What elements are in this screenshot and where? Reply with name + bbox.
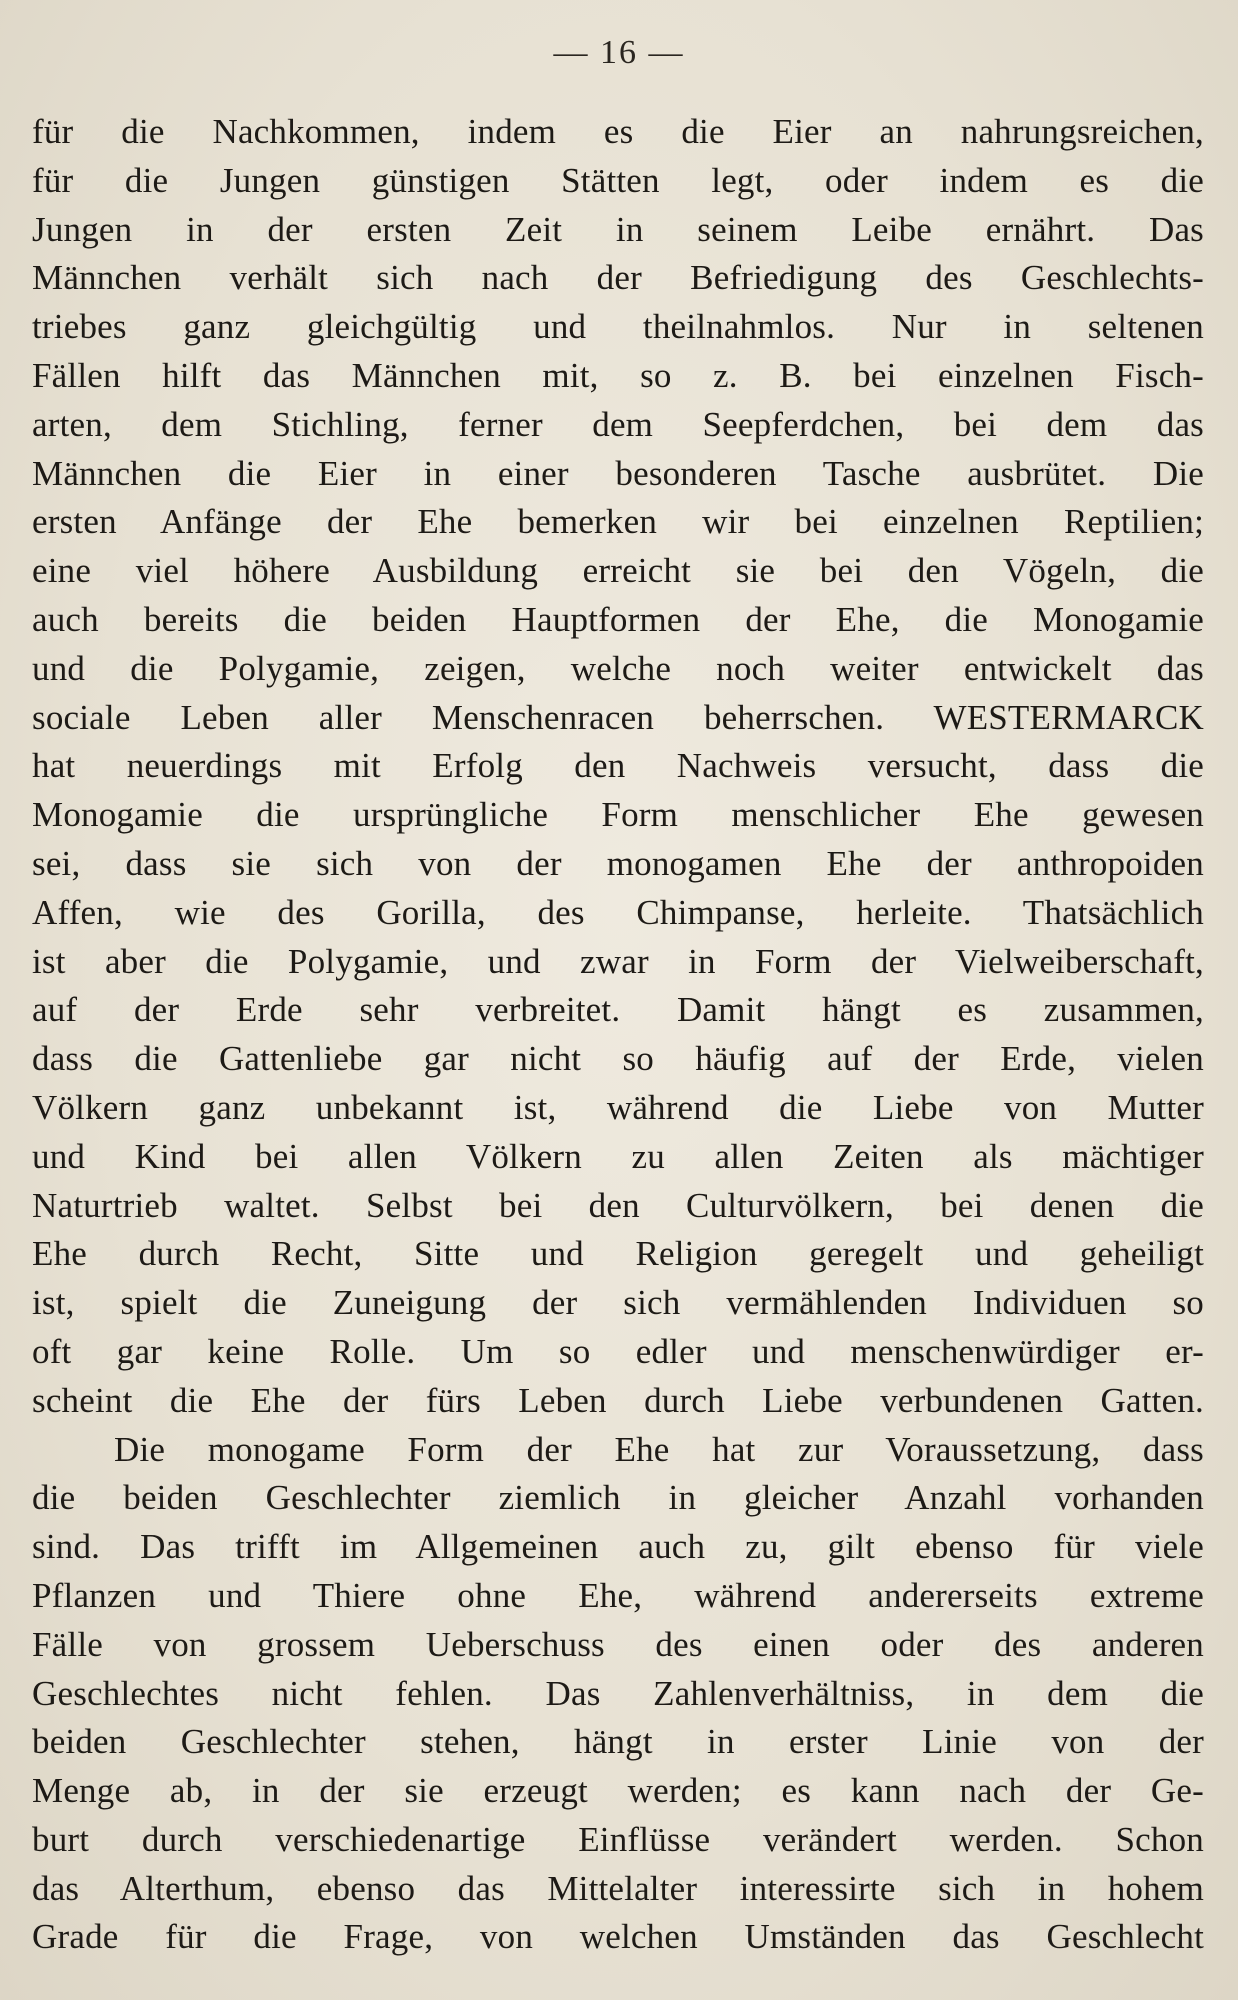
text-line: Naturtrieb waltet. Selbst bei den Culturvölkern, bei denen die [32, 1185, 1204, 1225]
paragraph-first-line: Die monogame Form der Ehe hat zur Voraussetzung, dass [114, 1429, 1204, 1469]
text-line: Männchen verhält sich nach der Befriedigung des Geschlechts- [32, 258, 1204, 298]
text-line: auf der Erde sehr verbreitet. Damit hängt es zusammen, [32, 990, 1204, 1030]
text-line: Völkern ganz unbekannt ist, während die Liebe von Mutter [32, 1087, 1204, 1127]
text-line: beiden Geschlechter stehen, hängt in erster Linie von der [32, 1722, 1204, 1762]
text-line: Jungen in der ersten Zeit in seinem Leibe ernährt. Das [32, 209, 1204, 249]
text-line: oft gar keine Rolle. Um so edler und menschenwürdiger er- [32, 1331, 1204, 1371]
text-line: und Kind bei allen Völkern zu allen Zeiten als mächtiger [32, 1136, 1204, 1176]
text-line: Fällen hilft das Männchen mit, so z. B. bei einzelnen Fisch- [32, 355, 1204, 395]
text-line: hat neuerdings mit Erfolg den Nachweis versucht, dass die [32, 746, 1204, 786]
text-line: Ehe durch Recht, Sitte und Religion geregelt und geheiligt [32, 1234, 1204, 1274]
text-line: Menge ab, in der sie erzeugt werden; es kann nach der Ge- [32, 1771, 1204, 1811]
text-line: Grade für die Frage, von welchen Umständen das Geschlecht [32, 1917, 1204, 1957]
text-line: ist, spielt die Zuneigung der sich vermählenden Individuen so [32, 1283, 1204, 1323]
text-line: scheint die Ehe der fürs Leben durch Liebe verbundenen Gatten. [32, 1380, 1204, 1420]
text-line: dass die Gattenliebe gar nicht so häufig auf der Erde, vielen [32, 1039, 1204, 1079]
text-line: Männchen die Eier in einer besonderen Tasche ausbrütet. Die [32, 453, 1204, 493]
text-line: Pflanzen und Thiere ohne Ehe, während andererseits extreme [32, 1575, 1204, 1615]
text-line: die beiden Geschlechter ziemlich in gleicher Anzahl vorhanden [32, 1478, 1204, 1518]
text-line: eine viel höhere Ausbildung erreicht sie bei den Vögeln, die [32, 551, 1204, 591]
text-line: burt durch verschiedenartige Einflüsse verändert werden. Schon [32, 1819, 1204, 1859]
text-line: ersten Anfänge der Ehe bemerken wir bei einzelnen Reptilien; [32, 502, 1204, 542]
body-text [32, 108, 1204, 1962]
text-line: Affen, wie des Gorilla, des Chimpanse, herleite. Thatsächlich [32, 892, 1204, 932]
text-line: und die Polygamie, zeigen, welche noch weiter entwickelt das [32, 648, 1204, 688]
text-line: sei, dass sie sich von der monogamen Ehe der anthropoiden [32, 843, 1204, 883]
text-line: auch bereits die beiden Hauptformen der Ehe, die Monogamie [32, 599, 1204, 639]
text-line: triebes ganz gleichgültig und theilnahmlos. Nur in seltenen [32, 307, 1204, 347]
text-line: Geschlechtes nicht fehlen. Das Zahlenverhältniss, in dem die [32, 1673, 1204, 1713]
text-line: sind. Das trifft im Allgemeinen auch zu, gilt ebenso für viele [32, 1527, 1204, 1567]
text-line: sociale Leben aller Menschenracen beherrschen. WESTERMARCK [32, 697, 1204, 737]
text-line: das Alterthum, ebenso das Mittelalter interessirte sich in hohem [32, 1868, 1204, 1908]
text-line: für die Nachkommen, indem es die Eier an nahrungsreichen, [32, 112, 1204, 151]
text-line: ist aber die Polygamie, und zwar in Form der Vielweiberschaft, [32, 941, 1204, 981]
text-line: Monogamie die ursprüngliche Form menschlicher Ehe gewesen [32, 795, 1204, 835]
text-line: Fälle von grossem Ueberschuss des einen oder des anderen [32, 1624, 1204, 1664]
text-line: arten, dem Stichling, ferner dem Seepferdchen, bei dem das [32, 404, 1204, 444]
page-number: — 16 — [553, 34, 685, 71]
text-line: für die Jungen günstigen Stätten legt, oder indem es die [32, 160, 1204, 200]
